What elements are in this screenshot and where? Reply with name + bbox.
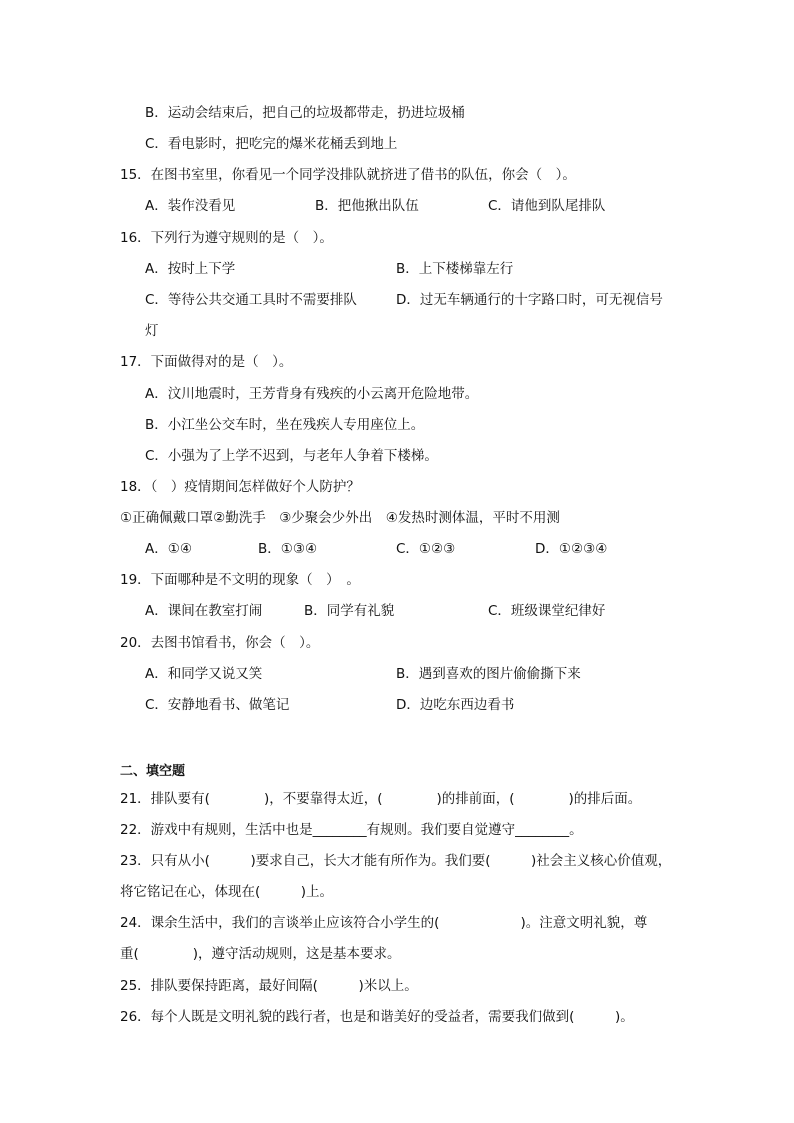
- q16-option-d: D．过无车辆通行的十字路口时，可无视信号: [396, 292, 663, 308]
- q24-line-2: 重( )，遵守活动规则，这是基本要求。: [120, 946, 401, 962]
- q20-stem: 20．去图书馆看书，你会（ ）。: [120, 635, 320, 651]
- q20-option-c: C．安静地看书、做笔记: [145, 697, 290, 713]
- q20-option-b: B．遇到喜欢的图片偷偷撕下来: [396, 666, 581, 682]
- q15-option-a: A．装作没看见: [145, 198, 236, 214]
- q18-choices: ①正确佩戴口罩②勤洗手 ③少聚会少外出 ④发热时测体温，平时不用测: [120, 510, 560, 526]
- q24-line-1: 24．课余生活中，我们的言谈举止应该符合小学生的( )。注意文明礼貌，尊: [120, 915, 648, 931]
- q17-option-c: C．小强为了上学不迟到，与老年人争着下楼梯。: [145, 448, 438, 464]
- q17-stem: 17．下面做得对的是（ ）。: [120, 354, 293, 370]
- q22: 22．游戏中有规则，生活中也是________有规则。我们要自觉遵守________。: [120, 822, 583, 838]
- q18-option-b: B．①③④: [258, 541, 318, 557]
- q16-option-d-continued: 灯: [145, 323, 159, 339]
- q23-line-2: 将它铭记在心，体现在( )上。: [120, 884, 334, 900]
- q23-line-1: 23．只有从小( )要求自己，长大才能有所作为。我们要( )社会主义核心价值观，: [120, 853, 672, 869]
- q18-option-c: C．①②③: [396, 541, 456, 557]
- q19-stem: 19．下面哪种是不文明的现象（ ） 。: [120, 572, 360, 588]
- q18-stem: 18．（ ）疫情期间怎样做好个人防护？: [120, 479, 360, 495]
- q20-option-a: A．和同学又说又笑: [145, 666, 263, 682]
- q21: 21．排队要有( )，不要靠得太近，( )的排前面，( )的排后面。: [120, 791, 642, 807]
- q15-option-c: C．请他到队尾排队: [488, 198, 606, 214]
- q17-option-b: B．小江坐公交车时，坐在残疾人专用座位上。: [145, 417, 425, 433]
- q14-option-c: C．看电影时，把吃完的爆米花桶丢到地上: [145, 136, 398, 152]
- q15-stem: 15．在图书室里，你看见一个同学没排队就挤进了借书的队伍，你会（ ）。: [120, 167, 576, 183]
- q25: 25．排队要保持距离，最好间隔( )米以上。: [120, 978, 418, 994]
- q19-option-c: C．班级课堂纪律好: [488, 603, 606, 619]
- q19-option-a: A．课间在教室打闹: [145, 603, 263, 619]
- q15-option-b: B．把他揪出队伍: [315, 198, 419, 214]
- q16-stem: 16．下列行为遵守规则的是（ ）。: [120, 230, 333, 246]
- q16-option-c: C．等待公共交通工具时不需要排队: [145, 292, 357, 308]
- q18-option-d: D．①②③④: [535, 541, 608, 557]
- q26: 26．每个人既是文明礼貌的践行者，也是和谐美好的受益者，需要我们做到( )。: [120, 1009, 634, 1025]
- q14-option-b: B．运动会结束后，把自己的垃圾都带走，扔进垃圾桶: [145, 105, 465, 121]
- q20-option-d: D．边吃东西边看书: [396, 697, 515, 713]
- section-heading-fill-in: 二、填空题: [120, 764, 186, 779]
- q16-option-a: A．按时上下学: [145, 261, 236, 277]
- q18-option-a: A．①④: [145, 541, 192, 557]
- q17-option-a: A．汶川地震时，王芳背身有残疾的小云离开危险地带。: [145, 386, 479, 402]
- q19-option-b: B．同学有礼貌: [304, 603, 395, 619]
- q16-option-b: B．上下楼梯靠左行: [396, 261, 514, 277]
